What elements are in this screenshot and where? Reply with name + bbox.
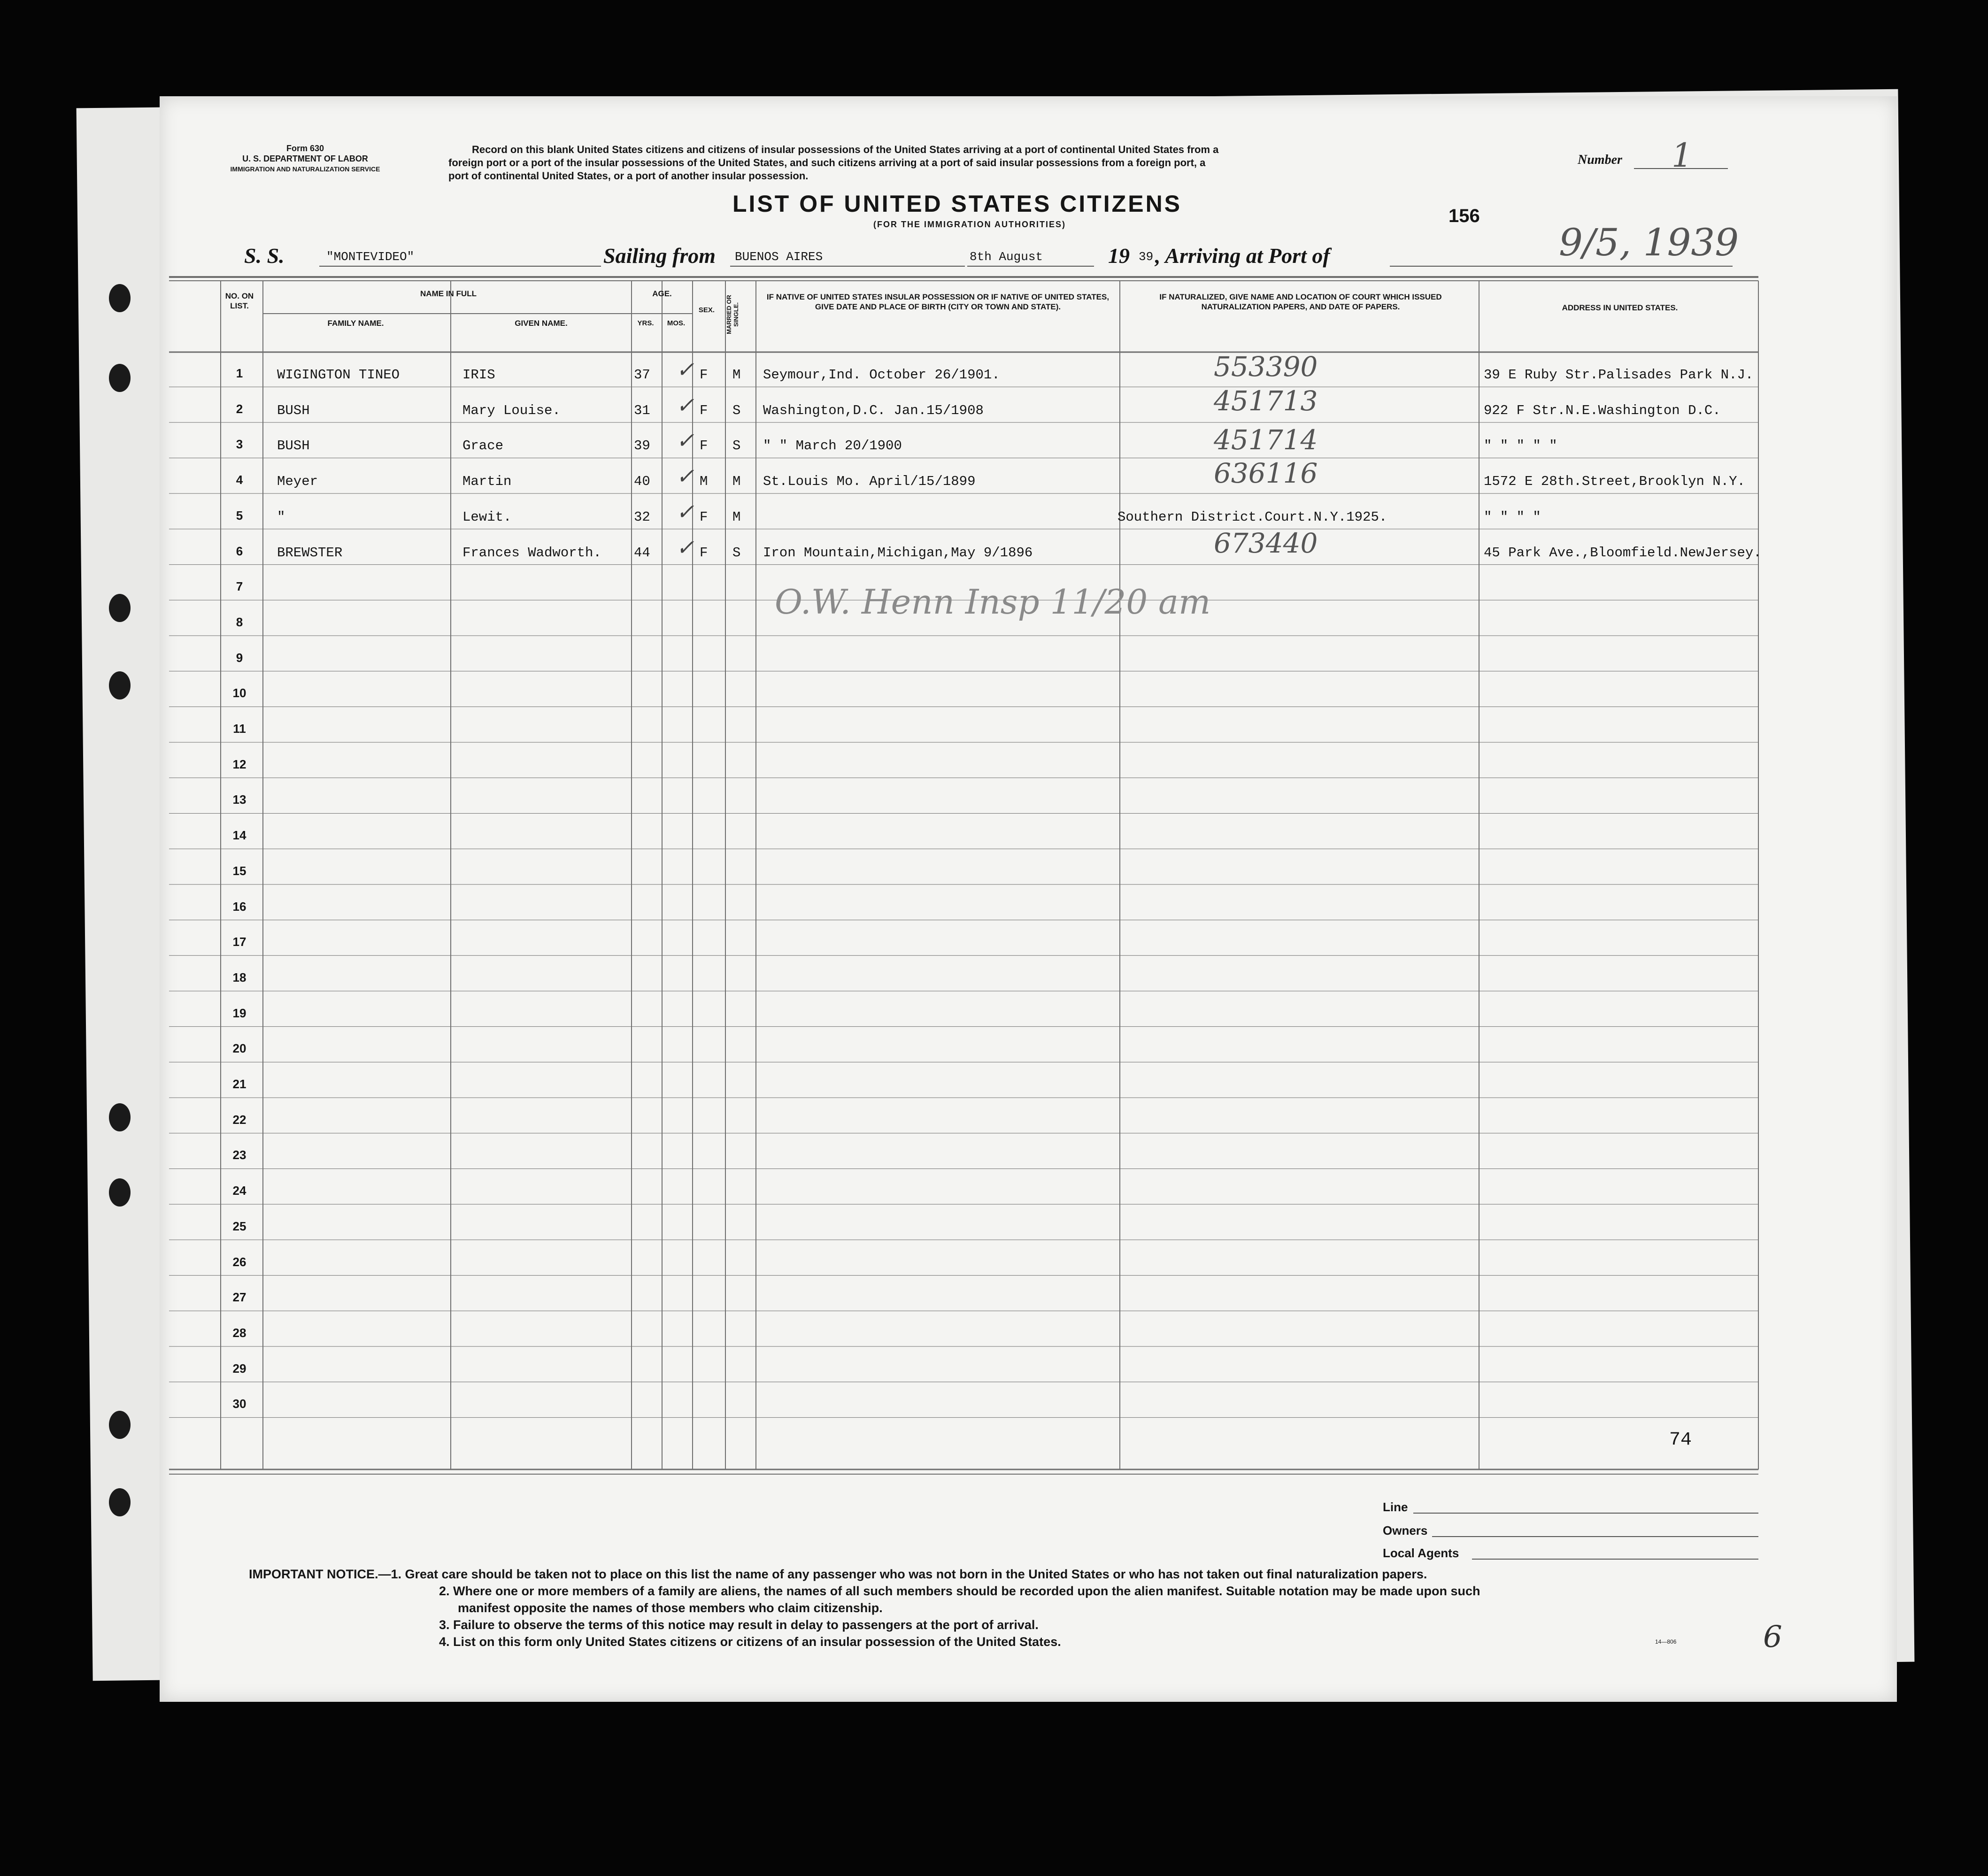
record-notice-line: port of continental United States, or a port of another insular possession. bbox=[448, 170, 809, 182]
agents-underline bbox=[1472, 1559, 1758, 1560]
row-number: 22 bbox=[232, 1112, 247, 1127]
family-name-cell: " bbox=[277, 509, 285, 525]
given-name-cell: IRIS bbox=[462, 367, 495, 383]
address-cell: 45 Park Ave.,Bloomfield.NewJersey. bbox=[1484, 545, 1762, 561]
row-number: 29 bbox=[232, 1361, 247, 1376]
birthplace-cell: Seymour,Ind. October 26/1901. bbox=[763, 367, 1000, 383]
row-number: 21 bbox=[232, 1077, 247, 1091]
year-suffix: 39 bbox=[1139, 250, 1154, 264]
sailing-date: 8th August bbox=[970, 250, 1043, 264]
check-mark-icon: ✓ bbox=[676, 463, 694, 489]
birthplace-cell: Washington,D.C. Jan.15/1908 bbox=[763, 402, 984, 418]
row-number: 19 bbox=[232, 1006, 247, 1020]
age-years-cell: 32 bbox=[634, 509, 650, 525]
year-prefix: 19 bbox=[1108, 244, 1130, 268]
address-cell: 1572 E 28th.Street,Brooklyn N.Y. bbox=[1484, 474, 1745, 490]
given-name-cell: Frances Wadworth. bbox=[462, 545, 601, 561]
owners-label: Owners bbox=[1383, 1523, 1428, 1538]
department: U. S. DEPARTMENT OF LABOR bbox=[242, 154, 368, 163]
check-mark-icon: ✓ bbox=[676, 428, 694, 454]
row-number: 18 bbox=[232, 970, 247, 984]
header-birth: IF NATIVE OF UNITED STATES INSULAR POSSESSION OR IF NATIVE OF UNITED STATES, GIVE DATE AND PLACE OF BIRTH (CITY OR TOWN AND STATE). bbox=[766, 292, 1110, 311]
row-number: 15 bbox=[232, 863, 247, 878]
row-number: 20 bbox=[232, 1041, 247, 1056]
sex-cell: F bbox=[700, 438, 708, 454]
naturalization-cell: 673440 bbox=[1214, 527, 1318, 559]
address-cell: 39 E Ruby Str.Palisades Park N.J. bbox=[1484, 367, 1754, 383]
header-yrs: YRS. bbox=[637, 319, 654, 327]
arriving-label: , Arriving at Port of bbox=[1155, 244, 1330, 268]
given-name-cell: Mary Louise. bbox=[462, 402, 561, 418]
sex-cell: F bbox=[700, 509, 708, 525]
line-underline bbox=[1413, 1513, 1758, 1514]
header-family-name: FAMILY NAME. bbox=[327, 319, 384, 328]
row-number: 25 bbox=[232, 1219, 247, 1233]
row-number: 28 bbox=[232, 1325, 247, 1340]
header-address: ADDRESS IN UNITED STATES. bbox=[1562, 303, 1678, 312]
given-name-cell: Lewit. bbox=[462, 509, 512, 525]
notice-item: 4. List on this form only United States citizens or citizens of an insular possession of the United States. bbox=[439, 1635, 1061, 1649]
row-number: 13 bbox=[232, 792, 247, 807]
address-cell: 922 F Str.N.E.Washington D.C. bbox=[1484, 402, 1721, 418]
birthplace-cell: St.Louis Mo. April/15/1899 bbox=[763, 474, 976, 490]
row-number: 27 bbox=[232, 1290, 247, 1305]
naturalization-cell: 553390 bbox=[1214, 351, 1318, 383]
sex-cell: F bbox=[700, 545, 708, 561]
row-number: 7 bbox=[236, 579, 243, 594]
notice-title: IMPORTANT NOTICE.— bbox=[249, 1567, 391, 1581]
check-mark-icon: ✓ bbox=[676, 499, 694, 524]
record-notice-line: Record on this blank United States citizens and citizens of insular possessions of the United States arriving at a port of continental United States from a bbox=[472, 144, 1219, 155]
page-count: 74 bbox=[1669, 1430, 1692, 1451]
birthplace-cell: " " March 20/1900 bbox=[763, 438, 902, 454]
header-naturalized: IF NATURALIZED, GIVE NAME AND LOCATION OF COURT WHICH ISSUED NATURALIZATION PAPERS, AND DATE OF PAPERS. bbox=[1159, 292, 1442, 311]
naturalization-cell: Southern District.Court.N.Y.1925. bbox=[1117, 509, 1387, 525]
notice-item: manifest opposite the names of those members who claim citizenship. bbox=[458, 1601, 883, 1615]
marital-status-cell: M bbox=[732, 474, 741, 490]
arrival-date: 9/5, 1939 bbox=[1559, 221, 1739, 264]
row-number: 17 bbox=[232, 935, 247, 949]
sex-cell: F bbox=[700, 402, 708, 418]
check-mark-icon: ✓ bbox=[676, 392, 694, 418]
row-number: 23 bbox=[232, 1148, 247, 1162]
row-number: 5 bbox=[236, 508, 243, 523]
line-label: Line bbox=[1383, 1500, 1408, 1514]
notice-item: 2. Where one or more members of a family are aliens, the names of all such members should be recorded upon the alien manifest. Suitable notation may be made upon such bbox=[439, 1584, 1480, 1598]
stamp-number: 156 bbox=[1449, 206, 1480, 226]
row-number: 12 bbox=[232, 757, 247, 771]
header-sex: SEX. bbox=[698, 306, 715, 314]
header-name-in-full: NAME IN FULL bbox=[420, 289, 477, 298]
number-label: Number bbox=[1578, 153, 1622, 167]
row-number: 26 bbox=[232, 1254, 247, 1269]
row-number: 1 bbox=[236, 366, 243, 380]
age-years-cell: 39 bbox=[634, 438, 650, 454]
row-number: 14 bbox=[232, 828, 247, 843]
corner-number: 6 bbox=[1763, 1620, 1782, 1654]
birthplace-cell: Iron Mountain,Michigan,May 9/1896 bbox=[763, 545, 1033, 561]
form-number: Form 630 bbox=[286, 144, 324, 153]
naturalization-cell: 451714 bbox=[1214, 424, 1318, 456]
owners-underline bbox=[1432, 1536, 1758, 1537]
ship-name: "MONTEVIDEO" bbox=[326, 250, 415, 264]
row-number: 6 bbox=[236, 544, 243, 558]
row-number: 9 bbox=[236, 650, 243, 665]
age-years-cell: 37 bbox=[634, 367, 650, 383]
marital-status-cell: M bbox=[732, 509, 741, 525]
row-number: 10 bbox=[232, 686, 247, 700]
number-value: 1 bbox=[1672, 136, 1693, 175]
agents-label: Local Agents bbox=[1383, 1546, 1459, 1560]
page-subtitle: (FOR THE IMMIGRATION AUTHORITIES) bbox=[873, 220, 1066, 229]
row-number: 4 bbox=[236, 473, 243, 487]
marital-status-cell: S bbox=[732, 438, 741, 454]
row-number: 30 bbox=[232, 1397, 247, 1411]
naturalization-cell: 636116 bbox=[1214, 457, 1318, 490]
notice-item: 1. Great care should be taken not to place on this list the name of any passenger who was not born in the United States or who has not taken out final naturalization papers. bbox=[391, 1567, 1427, 1581]
naturalization-cell: 451713 bbox=[1214, 384, 1318, 417]
marital-status-cell: S bbox=[732, 402, 741, 418]
important-notice bbox=[249, 1566, 1775, 1650]
header-no: NO. ON LIST. bbox=[225, 292, 254, 310]
given-name-cell: Martin bbox=[462, 474, 512, 490]
marital-status-cell: S bbox=[732, 545, 741, 561]
age-years-cell: 31 bbox=[634, 402, 650, 418]
row-number: 24 bbox=[232, 1184, 247, 1198]
header-married: MARRIED OR SINGLE. bbox=[725, 295, 740, 334]
family-name-cell: Meyer bbox=[277, 474, 318, 490]
notice-item: 3. Failure to observe the terms of this notice may result in delay to passengers at the port of arrival. bbox=[439, 1618, 1039, 1632]
row-number: 8 bbox=[236, 615, 243, 629]
marital-status-cell: M bbox=[732, 367, 741, 383]
header-given-name: GIVEN NAME. bbox=[515, 319, 568, 328]
check-mark-icon: ✓ bbox=[676, 534, 694, 560]
header-age: AGE. bbox=[652, 289, 672, 298]
page-title: LIST OF UNITED STATES CITIZENS bbox=[732, 191, 1182, 217]
given-name-cell: Grace bbox=[462, 438, 504, 454]
row-number: 2 bbox=[236, 401, 243, 416]
record-notice-line: foreign port or a port of the insular possessions of the United States, and such citizens arriving at a port of said insular possessions from a foreign port, a bbox=[448, 157, 1206, 169]
row-number: 3 bbox=[236, 437, 243, 452]
family-name-cell: WIGINGTON TINEO bbox=[277, 367, 400, 383]
header-mos: MOS. bbox=[667, 319, 686, 327]
row-number: 16 bbox=[232, 899, 247, 914]
age-years-cell: 44 bbox=[634, 545, 650, 561]
inspector-note: O.W. Henn Insp 11/20 am bbox=[775, 582, 1211, 622]
family-name-cell: BREWSTER bbox=[277, 545, 343, 561]
family-name-cell: BUSH bbox=[277, 438, 310, 454]
sailing-from: BUENOS AIRES bbox=[735, 250, 823, 264]
address-cell: " " " " " bbox=[1484, 438, 1557, 454]
age-years-cell: 40 bbox=[634, 474, 650, 490]
service-name: IMMIGRATION AND NATURALIZATION SERVICE bbox=[230, 165, 380, 173]
row-number: 11 bbox=[233, 722, 246, 736]
check-mark-icon: ✓ bbox=[676, 357, 694, 382]
sex-cell: M bbox=[700, 474, 708, 490]
sailing-label: Sailing from bbox=[603, 244, 716, 268]
ss-label: S. S. bbox=[244, 244, 285, 268]
sex-cell: F bbox=[700, 367, 708, 383]
address-cell: " " " " bbox=[1484, 509, 1541, 525]
family-name-cell: BUSH bbox=[277, 402, 310, 418]
print-code: 14—806 bbox=[1655, 1638, 1677, 1645]
